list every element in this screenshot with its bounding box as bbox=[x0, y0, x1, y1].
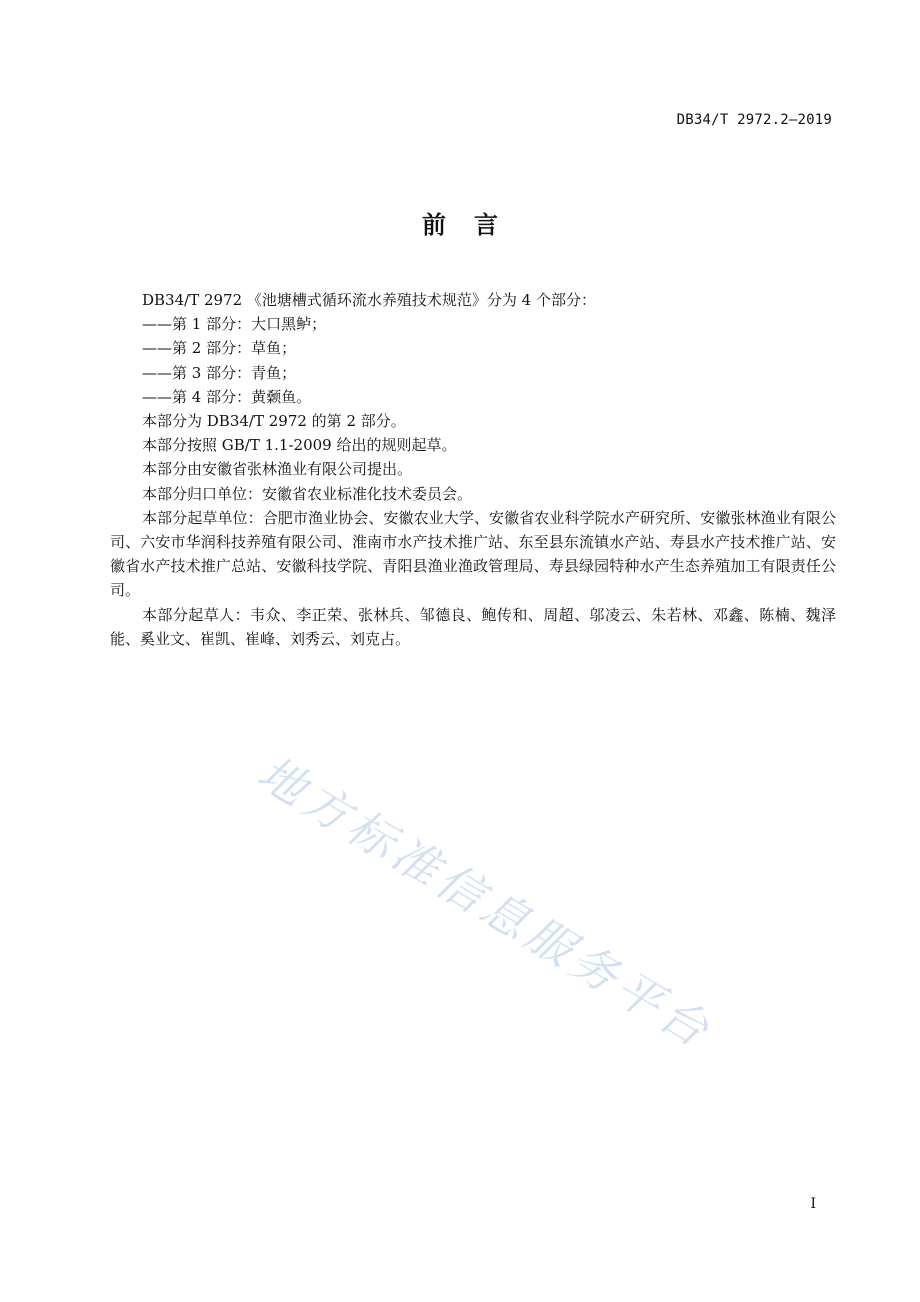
page-title: 前言 bbox=[422, 211, 526, 239]
paragraph-drafting-units: 本部分起草单位：合肥市渔业协会、安徽农业大学、安徽省农业科学院水产研究所、安徽张林渔业有限公司、六安市华润科技养殖有限公司、淮南市水产技术推广站、东至县东流镇水产站、寿县水产技术推广站、安徽省水产技术推广总站、安徽科技学院、青阳县渔业渔政管理局、寿县绿园特种水产生态养殖加工有限责任公司。 bbox=[110, 508, 836, 600]
watermark: 地方标准信息服务平台 bbox=[248, 745, 723, 1060]
paragraph-part-1: ——第 1 部分：大口黑鲈； bbox=[142, 315, 327, 334]
paragraph-drafting-rules: 本部分按照 GB/T 1.1-2009 给出的规则起草。 bbox=[142, 436, 457, 455]
paragraph-parts-intro: DB34/T 2972 《池塘槽式循环流水养殖技术规范》分为 4 个部分： bbox=[142, 291, 596, 309]
paragraph-part-2: ——第 2 部分：草鱼； bbox=[142, 339, 297, 358]
paragraph-part-3: ——第 3 部分：青鱼； bbox=[142, 363, 297, 382]
paragraph-proposer: 本部分由安徽省张林渔业有限公司提出。 bbox=[142, 460, 413, 479]
page-number: I bbox=[810, 1196, 816, 1212]
foreword-body bbox=[110, 288, 836, 651]
paragraph-this-part: 本部分为 DB34/T 2972 的第 2 部分。 bbox=[142, 412, 406, 431]
paragraph-drafters: 本部分起草人：韦众、李正荣、张林兵、邹德良、鲍传和、周超、邬凌云、朱若林、邓鑫、陈楠、魏泽能、奚业文、崔凯、崔峰、刘秀云、刘克占。 bbox=[110, 605, 836, 648]
document-id: DB34/T 2972.2—2019 bbox=[676, 112, 832, 128]
paragraph-part-4: ——第 4 部分：黄颡鱼。 bbox=[142, 387, 312, 406]
paragraph-centralized-unit: 本部分归口单位：安徽省农业标准化技术委员会。 bbox=[142, 484, 473, 503]
